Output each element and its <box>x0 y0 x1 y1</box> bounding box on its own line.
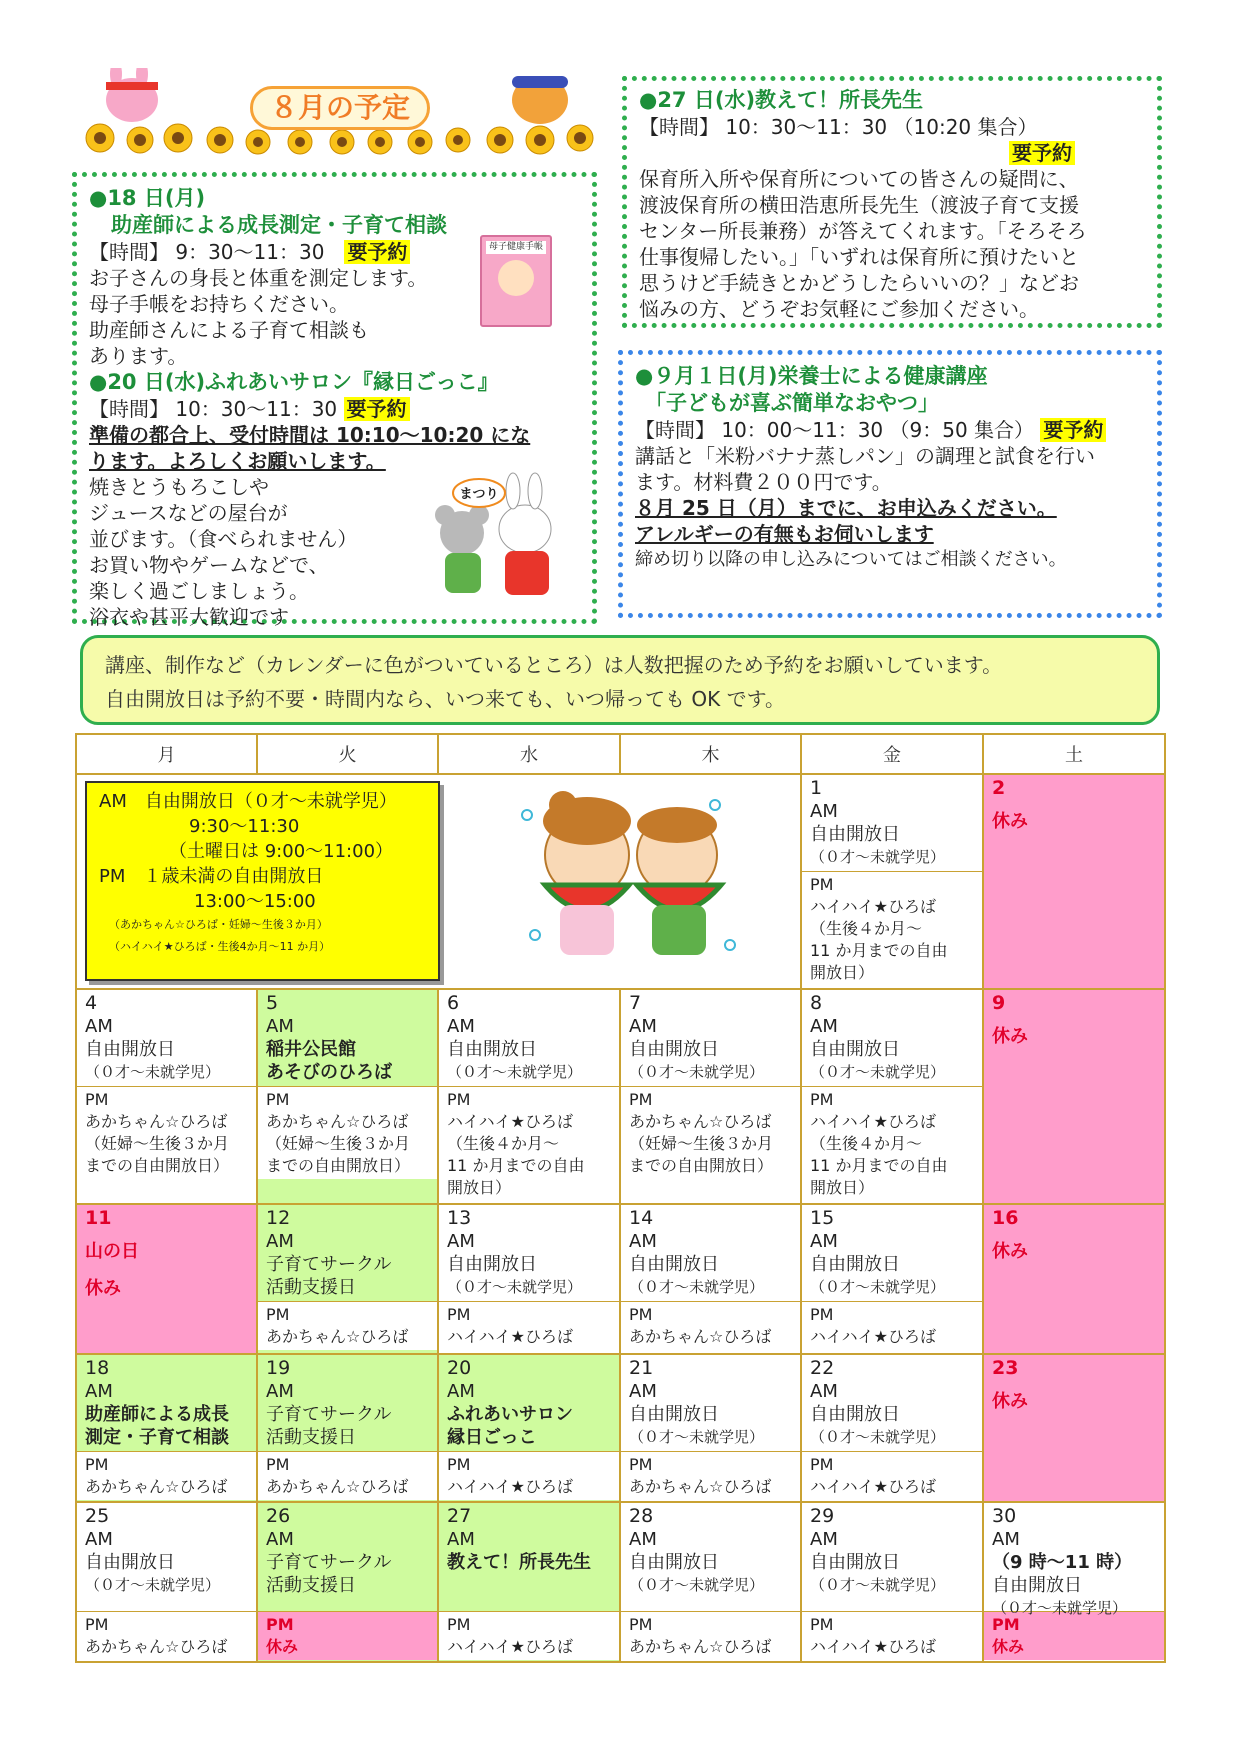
event-27-desc-3: センター所長兼務）が答えてくれます。「そろそろ <box>639 219 1087 243</box>
day-30: 30 AM （9 時～11 時） 自由開放日 （０才～未就学児） PM 休み <box>983 1502 1165 1662</box>
header-tue: 火 <box>257 734 438 774</box>
calendar-week-5 <box>76 1502 1165 1662</box>
event-18-desc-4: あります。 <box>89 344 188 368</box>
day-pm: PM ハイハイ★ひろば （生後４か月～ 11 か月までの自由 開放日） <box>802 871 982 986</box>
legend-line-7: （ハイハイ★ひろば・生後4か月～11 か月） <box>109 940 331 953</box>
reserve-badge: 要予約 <box>344 240 410 264</box>
legend-line-4: PM １歳未満の自由開放日 <box>99 866 324 887</box>
event-27-title: ●27 日(水)教えて！所長先生 <box>639 88 924 112</box>
day-29: 29 AM 自由開放日 （０才～未就学児） PM ハイハイ★ひろば <box>801 1502 983 1662</box>
event-18-subtitle: 助産師による成長測定・子育て相談 <box>111 213 447 237</box>
event-20-desc-1: 焼きとうもろこしや <box>89 475 269 499</box>
event-27-time: 【時間】 10：30～11：30 （10:20 集合） <box>639 115 1038 139</box>
header-sat: 土 <box>983 734 1165 774</box>
event-27-desc-2: 渡波保育所の横田浩恵所長先生（渡波子育て支援 <box>639 193 1079 217</box>
event-20-desc-3: 並びます。（食べられません） <box>89 527 358 551</box>
event-box-27 <box>622 76 1162 328</box>
handbook-label: 母子健康手帳 <box>486 241 546 254</box>
day-2: 2 休み <box>983 774 1165 989</box>
event-27-desc-6: 悩みの方、どうぞお気軽にご参加ください。 <box>639 297 1039 321</box>
event-18-desc-2: 母子手帳をお持ちください。 <box>89 292 349 316</box>
event-sep1-subtitle: 「子どもが喜ぶ簡単なおやつ」 <box>645 391 939 415</box>
day-am: 1 AM 自由開放日 （０才～未就学児） <box>810 777 946 866</box>
watermelon-kids-illustration <box>515 785 745 975</box>
notice-line-1: 講座、制作など（カレンダーに色がついているところ）は人数把握のため予約をお願いしています。 <box>105 653 1003 677</box>
august-calendar <box>75 733 1166 1663</box>
header-wed: 水 <box>438 734 620 774</box>
calendar-week-2 <box>76 989 1165 1204</box>
day-20: 20 AM ふれあいサロン 縁日ごっこ PM ハイハイ★ひろば <box>438 1354 620 1502</box>
day-26: 26 AM 子育てサークル 活動支援日 PM 休み <box>257 1502 438 1662</box>
calendar-week-3 <box>76 1204 1165 1354</box>
day-25: 25 AM 自由開放日 （０才～未就学児） PM あかちゃん☆ひろば <box>76 1502 257 1662</box>
day-23: 23 休み <box>983 1354 1165 1502</box>
event-20-desc-5: 楽しく過ごしましょう。 <box>89 579 309 603</box>
event-27-desc-5: 思うけど手続きとかどうしたらいいの？」などお <box>639 271 1079 295</box>
event-sep1-allergy: アレルギーの有無もお伺いします <box>635 522 934 546</box>
page-title: ８月の予定 <box>250 86 430 130</box>
header-thu: 木 <box>620 734 801 774</box>
event-20-desc-2: ジュースなどの屋台が <box>89 501 288 525</box>
event-sep1-time: 【時間】 10：00～11：30 （9：50 集合） 要予約 <box>635 417 1145 443</box>
legend-line-2: 9:30～11:30 <box>189 816 300 837</box>
day-11: 11 山の日 休み <box>76 1204 257 1354</box>
event-20-desc-4: お買い物やゲームなどで、 <box>89 553 329 577</box>
day-1 <box>801 774 983 989</box>
reserve-badge: 要予約 <box>344 397 410 421</box>
header-mon: 月 <box>76 734 257 774</box>
event-20-desc-6: 浴衣や甚平大歓迎です <box>89 605 289 629</box>
mother-child-handbook-illustration <box>480 235 552 327</box>
day-14: 14 AM 自由開放日 （０才～未就学児） PM あかちゃん☆ひろば <box>620 1204 801 1354</box>
day-6: 6 AM 自由開放日 （０才～未就学児） PM ハイハイ★ひろば （生後４か月～ 11 か月までの自由 開放日） <box>438 989 620 1204</box>
day-19: 19 AM 子育てサークル 活動支援日 PM あかちゃん☆ひろば <box>257 1354 438 1502</box>
calendar-header-row <box>76 734 1165 774</box>
calendar-week-4 <box>76 1354 1165 1502</box>
day-5: 5 AM 稲井公民館 あそびのひろば PM あかちゃん☆ひろば （妊婦～生後３か月 までの自由開放日） <box>257 989 438 1204</box>
day-12: 12 AM 子育てサークル 活動支援日 PM あかちゃん☆ひろば <box>257 1204 438 1354</box>
event-18-time: 【時間】 9：30～11：30 要予約 <box>89 239 580 265</box>
event-sep1-title: ●９月１日(月)栄養士による健康講座 <box>635 364 988 388</box>
event-box-september <box>618 350 1162 618</box>
event-18-title: ●18 日(月) <box>89 186 206 210</box>
reservation-notice <box>80 635 1160 725</box>
legend-line-6: （あかちゃん☆ひろば・妊婦～生後３か月） <box>109 918 328 931</box>
legend-line-1: AM 自由開放日（０才～未就学児） <box>99 791 397 812</box>
event-20-title: ●20 日(水)ふれあいサロン『縁日ごっこ』 <box>89 370 499 394</box>
event-18-desc-1: お子さんの身長と体重を測定します。 <box>89 266 428 290</box>
calendar-legend-cell <box>76 774 801 989</box>
day-15: 15 AM 自由開放日 （０才～未就学児） PM ハイハイ★ひろば <box>801 1204 983 1354</box>
event-sep1-deadline: ８月 25 日（月）までに、お申込みください。 <box>635 496 1057 520</box>
event-18-desc-3: 助産師さんによる子育て相談も <box>89 318 369 342</box>
event-27-desc-4: 仕事復帰したい。」「いずれは保育所に預けたいと <box>639 245 1079 269</box>
event-box-august <box>72 172 597 629</box>
event-20-note-1: 準備の都合上、受付時間は 10:10～10:20 にな <box>89 423 531 447</box>
day-16: 16 休み <box>983 1204 1165 1354</box>
event-27-desc-1: 保育所入所や保育所についての皆さんの疑問に、 <box>639 167 1079 191</box>
day-21: 21 AM 自由開放日 （０才～未就学児） PM あかちゃん☆ひろば <box>620 1354 801 1502</box>
event-sep1-desc-1: 講話と「米粉バナナ蒸しパン」の調理と試食を行い <box>635 444 1095 468</box>
calendar-week-1 <box>76 774 1165 989</box>
notice-line-2: 自由開放日は予約不要・時間内なら、いつ来ても、いつ帰っても OK です。 <box>105 687 785 711</box>
reserve-badge: 要予約 <box>1009 141 1075 165</box>
legend-line-3: （土曜日は 9:00～11:00） <box>169 841 394 862</box>
matsuri-bubble-text: まつり <box>459 487 499 502</box>
event-sep1-desc-3: 締め切り以降の申し込みについてはご相談ください。 <box>635 549 1067 570</box>
header-fri: 金 <box>801 734 983 774</box>
day-18: 18 AM 助産師による成長 測定・子育て相談 PM あかちゃん☆ひろば <box>76 1354 257 1502</box>
day-7: 7 AM 自由開放日 （０才～未就学児） PM あかちゃん☆ひろば （妊婦～生後３か月 までの自由開放日） <box>620 989 801 1204</box>
header-banner <box>80 68 600 158</box>
legend-line-5: 13:00～15:00 <box>194 891 316 912</box>
schedule-legend <box>85 781 440 981</box>
day-13: 13 AM 自由開放日 （０才～未就学児） PM ハイハイ★ひろば <box>438 1204 620 1354</box>
day-4: 4 AM 自由開放日 （０才～未就学児） PM あかちゃん☆ひろば （妊婦～生後３か月 までの自由開放日） <box>76 989 257 1204</box>
event-20-time: 【時間】 10：30～11：30 要予約 <box>89 396 580 422</box>
day-9: 9 休み <box>983 989 1165 1204</box>
event-sep1-desc-2: ます。材料費２００円です。 <box>635 470 892 494</box>
day-22: 22 AM 自由開放日 （０才～未就学児） PM ハイハイ★ひろば <box>801 1354 983 1502</box>
reserve-badge: 要予約 <box>1040 418 1106 442</box>
day-27: 27 AM 教えて！所長先生 PM ハイハイ★ひろば <box>438 1502 620 1662</box>
day-28: 28 AM 自由開放日 （０才～未就学児） PM あかちゃん☆ひろば <box>620 1502 801 1662</box>
day-8: 8 AM 自由開放日 （０才～未就学児） PM ハイハイ★ひろば （生後４か月～ 11 か月までの自由 開放日） <box>801 989 983 1204</box>
festival-animals-illustration <box>417 471 577 601</box>
event-20-note-2: ります。よろしくお願いします。 <box>89 449 386 473</box>
